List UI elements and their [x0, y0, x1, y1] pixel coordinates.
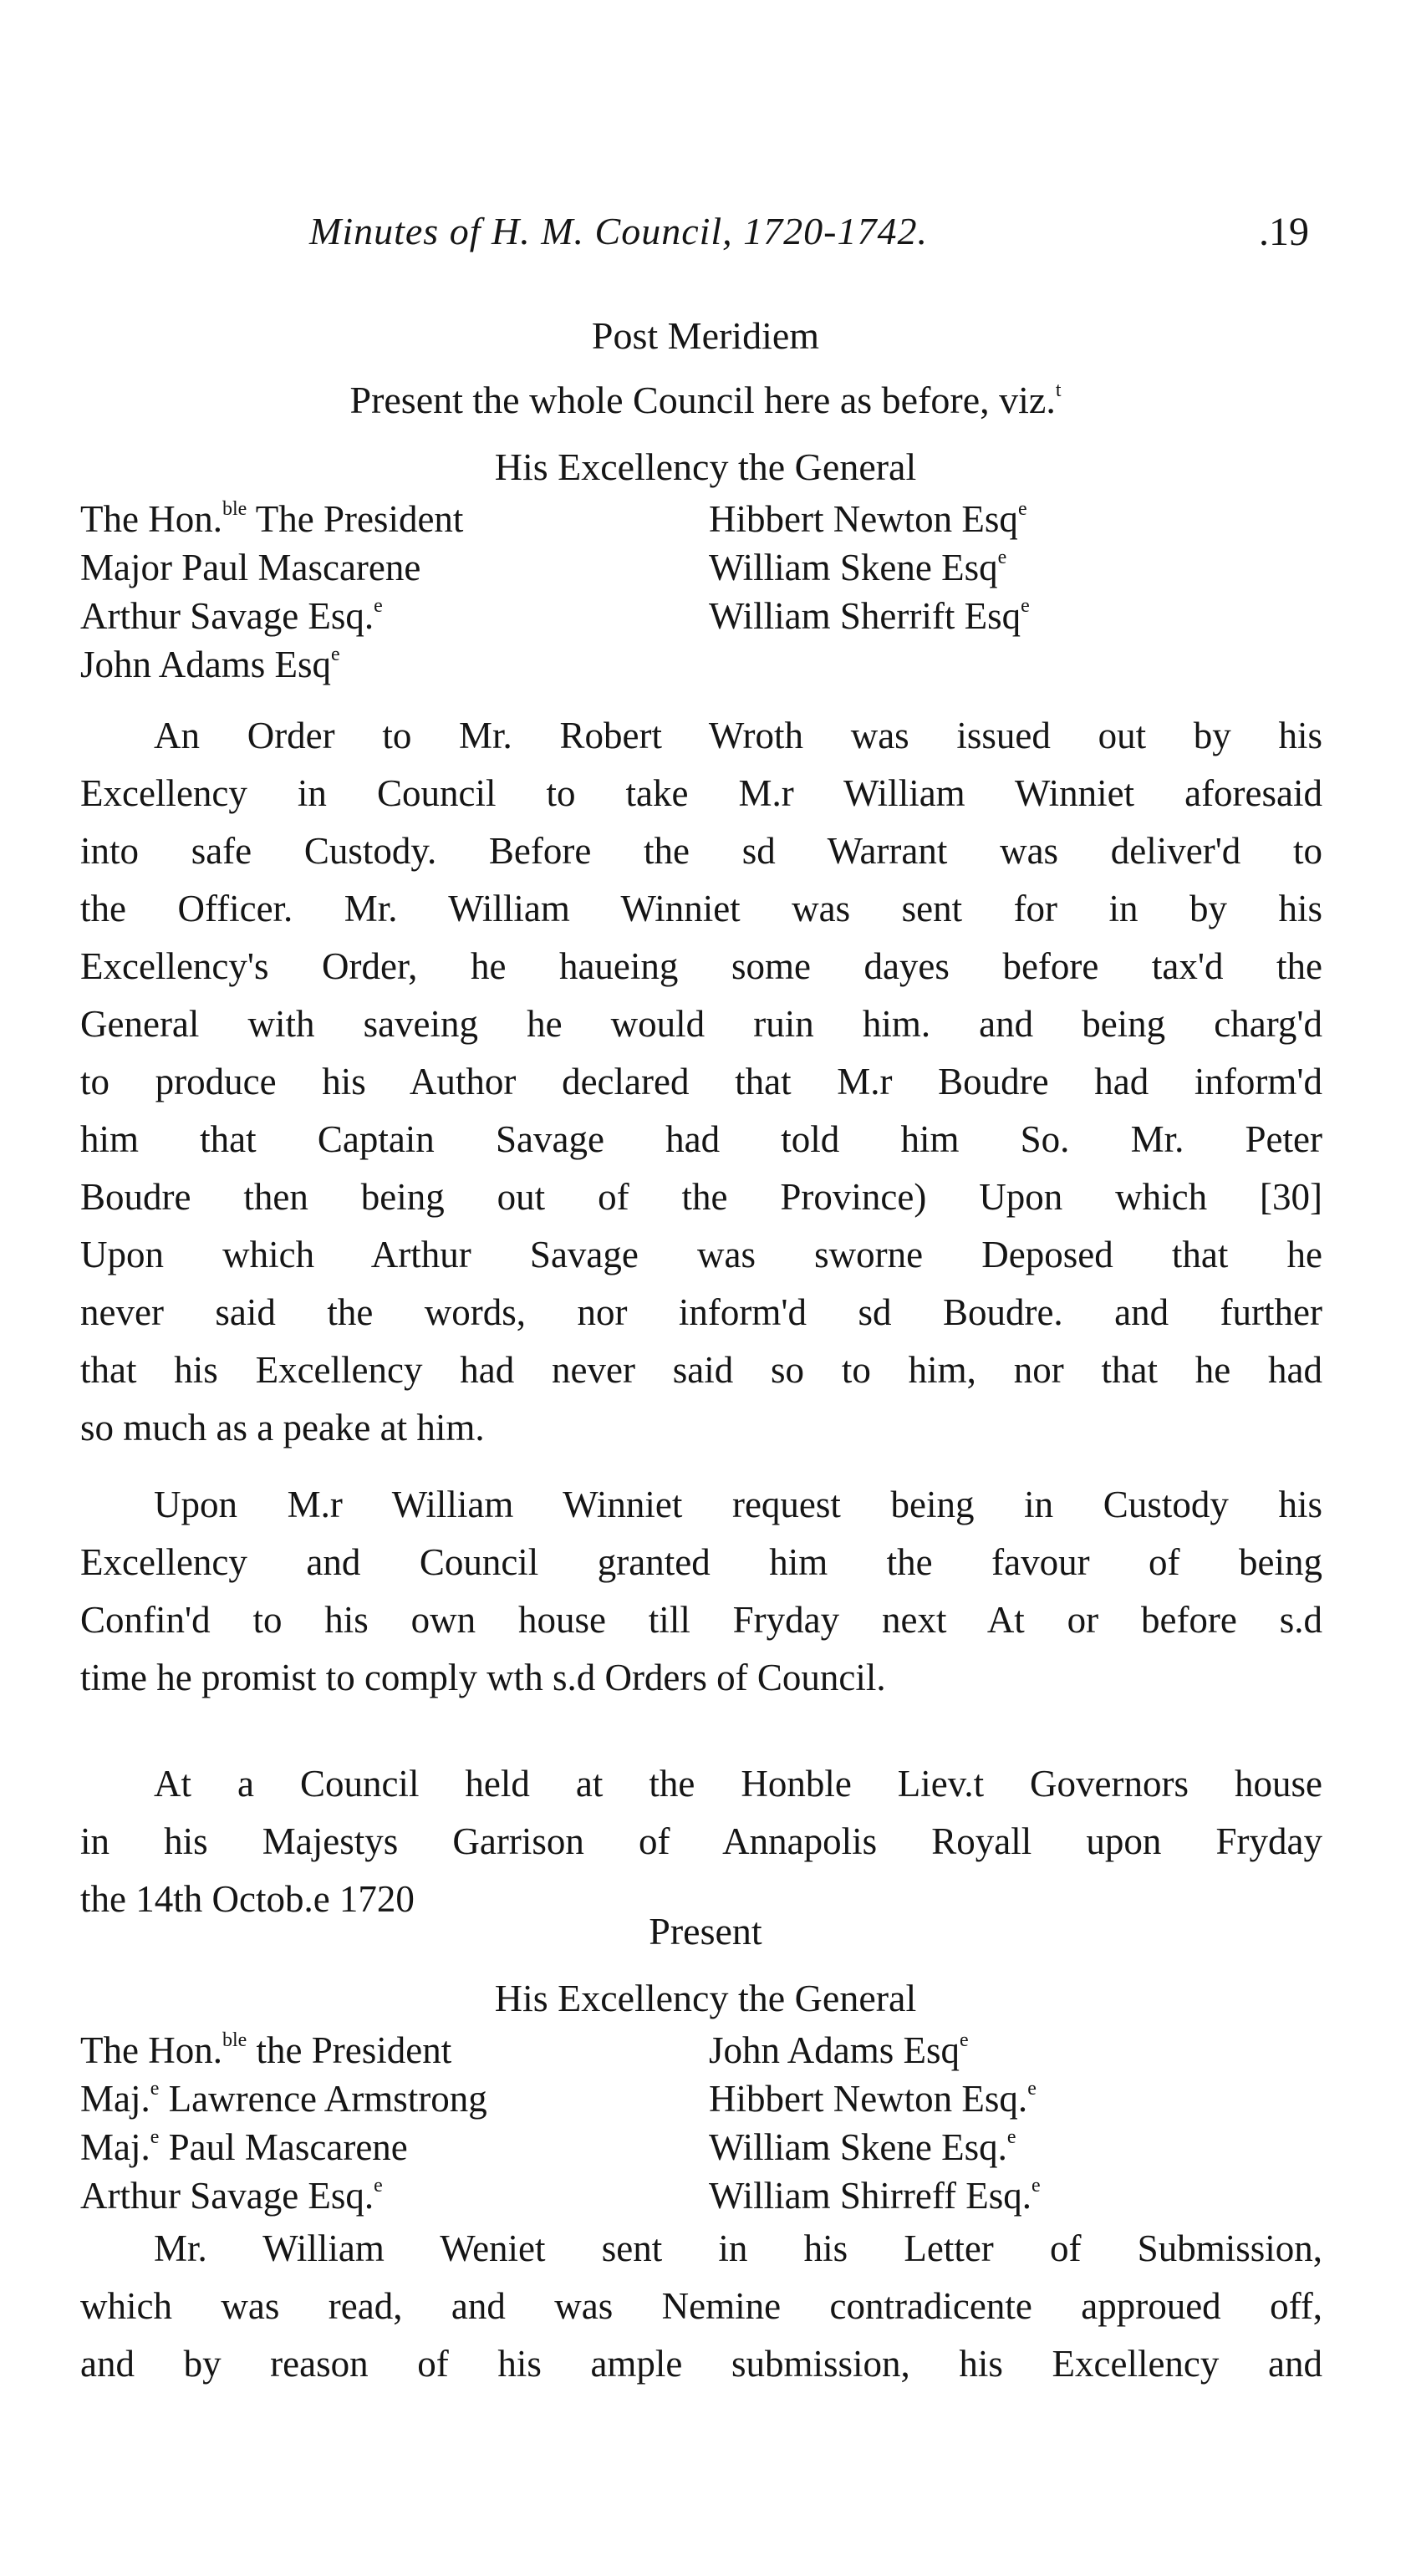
session-heading-post-meridiem: Post Meridiem	[591, 314, 820, 357]
member-left: Major Paul Mascarene	[80, 547, 421, 588]
session-two-intro	[80, 1755, 1322, 1928]
member-left: Arthur Savage Esq.$^e$	[80, 2175, 383, 2217]
running-head	[0, 209, 1411, 259]
member-left: Maj.$^e$ Paul Mascarene	[80, 2126, 408, 2168]
text-line: into safe Custody. Before the sd Warrant was deliver'd to	[80, 830, 1322, 872]
member-left: The Hon.$^{ble}$ The President	[80, 498, 464, 540]
text-line: Mr. William Weniet sent in his Letter of Submission,	[154, 2227, 1322, 2269]
text-line: time he promist to comply wth s.d Orders of Council.	[80, 1657, 886, 1698]
present-line	[0, 378, 1411, 422]
paragraph-winniet-request	[80, 1476, 1322, 1707]
roster-row	[80, 2026, 1334, 2075]
roster-row	[80, 640, 1334, 689]
member-right: Hibbert Newton Esq.$^e$	[709, 2078, 1037, 2120]
running-head-title: Minutes of H. M. Council, 1720-1742.	[309, 210, 928, 252]
roster-row	[80, 592, 1334, 640]
text-line: Excellency's Order, he haueing some dayes before tax'd the	[80, 945, 1322, 987]
text-line: the 14th Octob.e 1720	[80, 1878, 415, 1920]
chair-line: His Excellency the General	[494, 445, 917, 488]
member-right: John Adams Esq$^e$	[709, 2029, 969, 2071]
roster-row	[80, 495, 1334, 543]
present-line-text: Present the whole Council here as before, viz.	[349, 379, 1056, 421]
member-left: Maj.$^e$ Lawrence Armstrong	[80, 2078, 487, 2120]
text-line: General with saveing he would ruin him. and being charg'd	[80, 1003, 1322, 1045]
text-line: Upon which Arthur Savage was sworne Deposed that he	[80, 1234, 1322, 1275]
text-line: to produce his Author declared that M.r Boudre had inform'd	[80, 1061, 1322, 1102]
roster-row	[80, 2171, 1334, 2220]
member-right: William Skene Esq$^e$	[709, 547, 1007, 588]
roster-row	[80, 2075, 1334, 2123]
present-line-sup: t	[1055, 379, 1062, 401]
text-line: Confin'd to his own house till Fryday next At or before s.d	[80, 1599, 1322, 1641]
member-right: Hibbert Newton Esq$^e$	[709, 498, 1027, 540]
text-line: never said the words, nor inform'd sd Boudre. and further	[80, 1291, 1322, 1333]
member-roster-one	[80, 495, 1334, 689]
member-roster-two	[80, 2026, 1334, 2220]
member-left: Arthur Savage Esq.$^e$	[80, 595, 383, 637]
text-line: and by reason of his ample submission, his Excellency and	[80, 2343, 1322, 2385]
member-right: William Shirreff Esq.$^e$	[709, 2175, 1041, 2217]
member-left: John Adams Esq$^e$	[80, 644, 340, 685]
text-line: him that Captain Savage had told him So. Mr. Peter	[80, 1118, 1322, 1160]
member-left: The Hon.$^{ble}$ the President	[80, 2029, 452, 2071]
text-line: which was read, and was Nemine contradicente approued off,	[80, 2285, 1322, 2327]
session-heading-present: Present	[649, 1910, 762, 1952]
text-line: Boudre then being out of the Province) Upon which [30]	[80, 1176, 1322, 1218]
paragraph-weniet-submission	[80, 2220, 1322, 2393]
text-line: the Officer. Mr. William Winniet was sent for in by his	[80, 888, 1322, 929]
chair-line: His Excellency the General	[494, 1977, 917, 2019]
text-line: Excellency in Council to take M.r William Winniet aforesaid	[80, 772, 1322, 814]
member-right: William Sherrift Esq$^e$	[709, 595, 1030, 637]
page-number: .19	[1259, 210, 1309, 254]
roster-row	[80, 2123, 1334, 2171]
text-line: Upon M.r William Winniet request being in Custody his	[154, 1484, 1322, 1525]
text-line: that his Excellency had never said so to him, nor that he had	[80, 1349, 1322, 1391]
paragraph-order-to-robert-wroth	[80, 707, 1322, 1457]
roster-row	[80, 543, 1334, 592]
text-line: so much as a peake at him.	[80, 1407, 485, 1448]
text-line: At a Council held at the Honble Liev.t Governors house	[154, 1763, 1322, 1805]
member-right: William Skene Esq.$^e$	[709, 2126, 1016, 2168]
text-line: Excellency and Council granted him the favour of being	[80, 1541, 1322, 1583]
text-line: in his Majestys Garrison of Annapolis Royall upon Fryday	[80, 1820, 1322, 1862]
text-line: An Order to Mr. Robert Wroth was issued out by his	[154, 715, 1322, 756]
